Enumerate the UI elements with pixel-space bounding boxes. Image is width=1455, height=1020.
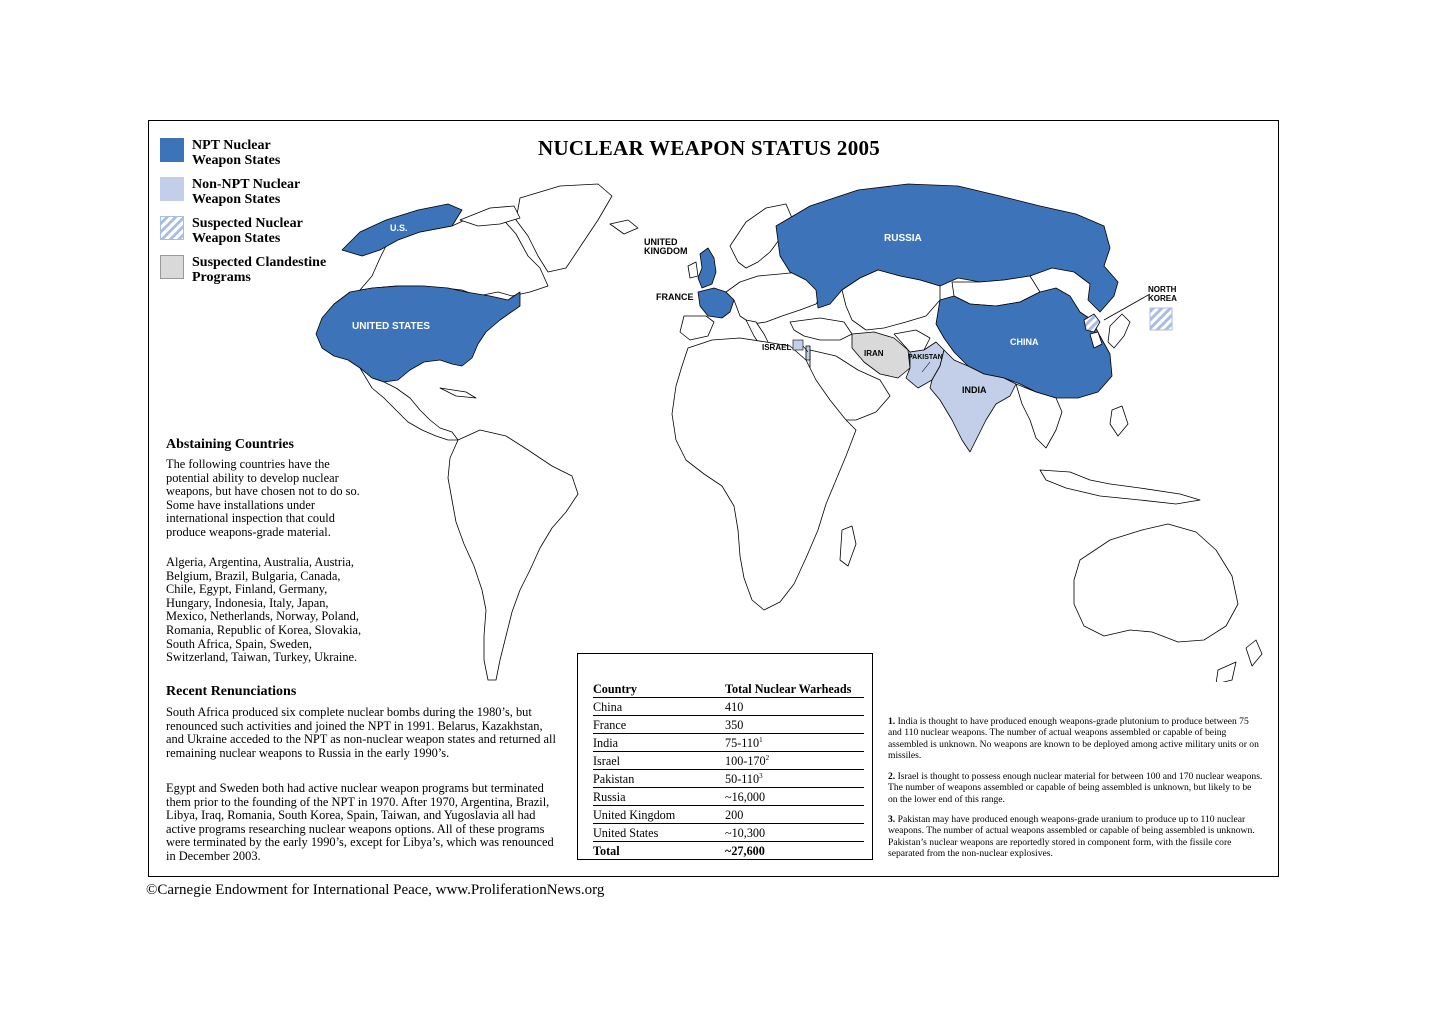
table-row: Pakistan $50-110^3$ xyxy=(593,770,864,788)
iberia xyxy=(680,316,714,340)
table-row: United States ~10,300 xyxy=(593,826,766,840)
label-us: U.S. xyxy=(390,223,408,233)
legend-label-non-npt: Non-NPT Nuclear Weapon States xyxy=(192,177,301,207)
cuba xyxy=(440,388,476,398)
copyright-footer: ©Carnegie Endowment for International Peace, www.ProliferationNews.org xyxy=(146,882,605,898)
label-north-korea: NORTH KOREA xyxy=(1148,285,1177,303)
table-row: Russia ~16,000 xyxy=(593,788,864,806)
israel-marker xyxy=(793,340,803,350)
label-united-kingdom: UNITED KINGDOM xyxy=(644,237,688,256)
renunciations-para1: South Africa produced six complete nuclear bombs during the 1980’s, but renounced such activities and joined the NPT in 1991. Belarus, Kazakhstan, and Ukraine acceded to the NPT as non-nuclear weapon states and returned all remaining nuclear weapons to Russia in the early 1990’s. xyxy=(166,705,556,760)
united-kingdom xyxy=(698,248,716,288)
legend-label-clandestine: Suspected Clandestine Programs xyxy=(192,255,327,285)
table-row: Israel $100-170^2$ xyxy=(593,752,864,770)
table-row: India $75-110^1$ xyxy=(593,734,864,752)
label-france: FRANCE xyxy=(656,292,694,302)
israel xyxy=(806,346,810,360)
abstaining-intro: The following countries have the potential ability to develop nuclear weapons, but have chosen not to do so. Some have installations under international inspection that could produce weapons-grade material. xyxy=(166,457,360,539)
south-america xyxy=(448,430,578,680)
table-row: United Kingdom 200 xyxy=(593,806,864,824)
warheads-table xyxy=(593,682,864,859)
mexico xyxy=(360,368,458,440)
table-row: France 350 xyxy=(593,716,864,734)
label-iran: IRAN xyxy=(864,349,884,358)
abstaining-heading: Abstaining Countries xyxy=(166,437,294,452)
philippines xyxy=(1110,406,1128,436)
page-title: NUCLEAR WEAPON STATUS 2005 xyxy=(538,136,881,160)
indonesia xyxy=(1040,470,1200,504)
united-states xyxy=(316,286,520,382)
new-zealand xyxy=(1246,640,1262,666)
col-warheads: Total Nuclear Warheads xyxy=(725,682,864,698)
note-2: 2. Israel is thought to possess enough nuclear material for between 100 and 170 nuclear weapons. The number of weapons assembled or capable of being assembled is unknown, but likely to be on the lower end of this range. xyxy=(888,771,1263,805)
iceland xyxy=(610,220,638,234)
arctic-islands xyxy=(460,206,520,226)
label-russia: RUSSIA xyxy=(884,233,922,244)
renunciations-para2: Egypt and Sweden both had active nuclear weapon programs but terminated them prior to the founding of the NPT in 1970. After 1970, Argentina, Brazil, Libya, Iraq, Romania, South Korea, Spain, Taiwan, and Yugoslavia all had active programs researching nuclear weapons options. All of these programs were terminated by the early 1990’s, except for Libya’s, which was renounced in December 2003. xyxy=(166,781,554,863)
note-1: 1. India is thought to have produced enough weapons-grade plutonium to produce between 75 and 110 nuclear weapons. The number of actual weapons assembled or capable of being assembled is unknown. No weapons are known to be deployed among active military units or on missiles. xyxy=(888,716,1259,761)
japan xyxy=(1108,314,1130,348)
table-row: China 410 xyxy=(593,698,864,716)
australia xyxy=(1074,524,1238,642)
north-korea-marker xyxy=(1150,308,1172,330)
renunciations-heading: Recent Renunciations xyxy=(166,684,297,699)
abstaining-countries: Algeria, Argentina, Australia, Austria, Belgium, Brazil, Bulgaria, Canada, Chile, Egypt, Finland, Germany, Hungary, Indonesia, Italy, Japan, Mexico, Netherlands, Norway, Poland, Romania, Republic of Korea, Slovakia, South Africa, Spain, Sweden, Switzerland, Taiwan, Turkey, Ukraine. xyxy=(166,555,362,665)
label-united-states: UNITED STATES xyxy=(352,321,430,332)
legend-label-npt: NPT Nuclear Weapon States xyxy=(192,138,281,168)
label-pakistan: PAKISTAN xyxy=(908,354,943,361)
middle-east xyxy=(790,318,852,340)
madagascar xyxy=(840,526,856,566)
legend-label-suspected: Suspected Nuclear Weapon States xyxy=(192,216,303,246)
note-3: 3. Pakistan may have produced enough weapons-grade uranium to produce up to 110 nuclear weapons. The number of actual weapons assembled or capable of being assembled is unknown. Pakistan’s nuclear weapons are reportedly stored in component form, with the fissile core separated from the non-nuclear explosives. xyxy=(888,814,1255,859)
label-india: INDIA xyxy=(962,385,987,395)
russia xyxy=(776,184,1118,312)
table-header-row xyxy=(593,682,864,698)
col-country: Country xyxy=(593,682,725,698)
table-total-row: Total ~27,600 xyxy=(593,842,864,860)
ireland xyxy=(688,262,698,278)
new-zealand-south xyxy=(1216,662,1236,682)
label-china: CHINA xyxy=(1010,337,1039,347)
label-israel: ISRAEL xyxy=(762,343,792,352)
